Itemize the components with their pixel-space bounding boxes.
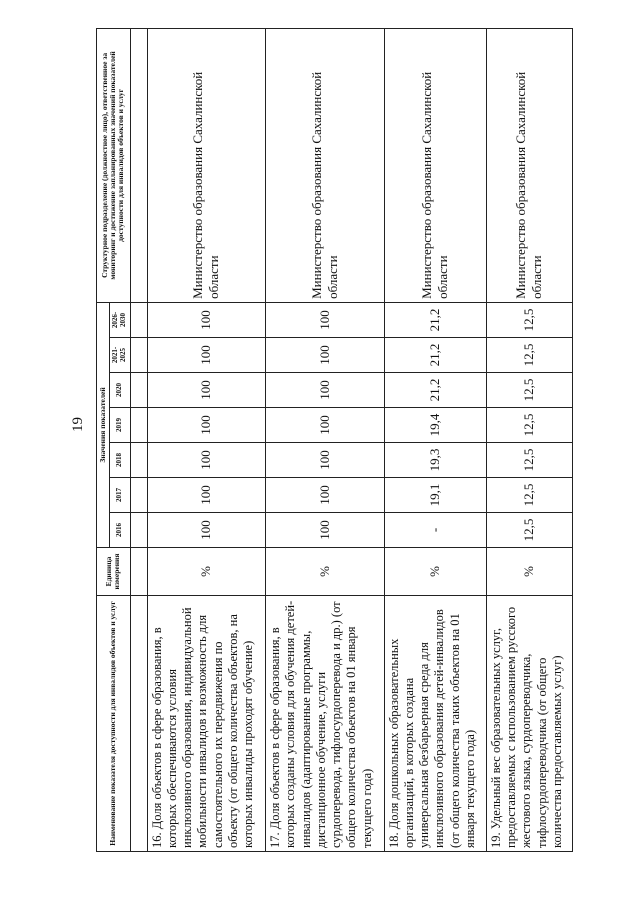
value-cell: 100 [266, 478, 384, 513]
value-cell: 100 [266, 373, 384, 408]
value-cell: 21,2 [384, 302, 486, 337]
table-row [147, 28, 265, 851]
indicator-unit: % [147, 548, 265, 596]
header-responsible-col: Структурное подразделение (должностное лицо), ответственное за мониторинг и достижение запланированных значений показателей доступности для инвалидов объектов и услуг [97, 28, 131, 302]
value-cell: 19,1 [384, 478, 486, 513]
header-year: 2019 [110, 408, 130, 443]
value-cell: 100 [147, 408, 265, 443]
responsible-cell: Министерство образования Сахалинской области [384, 28, 486, 302]
indicator-unit: % [384, 548, 486, 596]
value-cell: 12,5 [486, 513, 572, 548]
value-cell: 100 [147, 513, 265, 548]
table-row [384, 28, 486, 851]
responsible-cell: Министерство образования Сахалинской области [486, 28, 572, 302]
value-cell: 12,5 [486, 338, 572, 373]
value-cell: 21,2 [384, 338, 486, 373]
page-number: 19 [70, 417, 86, 432]
indicator-name: 17. Доля объектов в сфере образования, в которых созданы условия для обучения детей-инвалидов (адаптированные программы, дистанционное обучение, услуги сурдоперевода, тифлосурдоперевода и др.) (от общего количества объектов на 01 января текущего года) [266, 596, 384, 852]
header-year: 2018 [110, 443, 130, 478]
indicator-name: 19. Удельный вес образовательных услуг, предоставляемых с использованием русского жестового языка, сурдопереводчика, тифлосурдопереводчика (от общего количества предоставляемых услуг) [486, 596, 572, 852]
indicator-unit: % [266, 548, 384, 596]
value-cell: 19,3 [384, 443, 486, 478]
value-cell: 12,5 [486, 302, 572, 337]
value-cell: 100 [266, 338, 384, 373]
header-unit-col: Единица измерения [97, 548, 131, 596]
header-values-group: Значения показателей [97, 302, 110, 547]
value-cell: 21,2 [384, 373, 486, 408]
table-row [486, 28, 572, 851]
value-cell: 19,4 [384, 408, 486, 443]
header-year: 2026-2030 [110, 302, 130, 337]
value-cell: 100 [147, 302, 265, 337]
value-cell: 100 [147, 338, 265, 373]
responsible-cell: Министерство образования Сахалинской области [147, 28, 265, 302]
table-row [266, 28, 384, 851]
header-year: 2021-2025 [110, 338, 130, 373]
indicator-name: 18. Доля дошкольных образовательных организаций, в которых создана универсальная безбарьерная среда для инклюзивного образования детей-инвалидов (от общего количества таких объектов на 01 января текущего года) [384, 596, 486, 852]
value-cell: 100 [266, 443, 384, 478]
value-cell: 12,5 [486, 443, 572, 478]
indicators-table [96, 28, 573, 852]
value-cell: 100 [266, 302, 384, 337]
value-cell: 12,5 [486, 373, 572, 408]
value-cell: 100 [147, 373, 265, 408]
value-cell: 12,5 [486, 408, 572, 443]
rotated-table-container [96, 29, 573, 852]
value-cell: 100 [147, 478, 265, 513]
responsible-cell: Министерство образования Сахалинской области [266, 28, 384, 302]
header-name-col: Наименование показателя доступности для инвалидов объектов и услуг [97, 596, 131, 852]
spacer-row [130, 28, 147, 851]
header-year: 2016 [110, 513, 130, 548]
value-cell: 100 [266, 513, 384, 548]
header-year: 2017 [110, 478, 130, 513]
header-year: 2020 [110, 373, 130, 408]
value-cell: 100 [147, 443, 265, 478]
indicator-unit: % [486, 548, 572, 596]
value-cell: 12,5 [486, 478, 572, 513]
value-cell: 100 [266, 408, 384, 443]
value-cell: - [384, 513, 486, 548]
header-row-1 [97, 28, 110, 851]
indicator-name: 16. Доля объектов в сфере образования, в которых обеспечиваются условия инклюзивного образования, индивидуальной мобильности инвалидов и возможность для самостоятельного их передвижения по объекту (от общего количества объектов, на которых инвалиды проходят обучение) [147, 596, 265, 852]
